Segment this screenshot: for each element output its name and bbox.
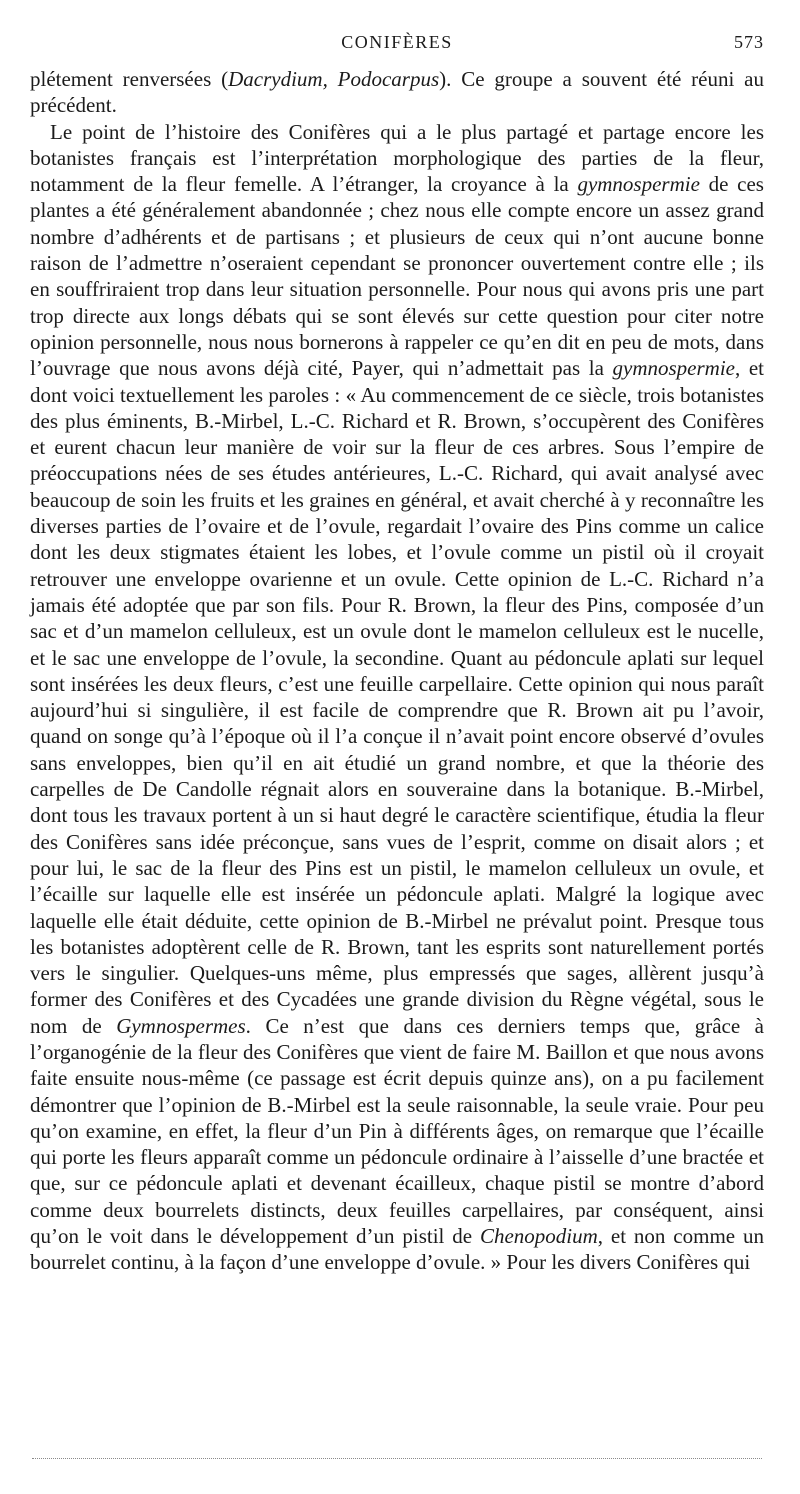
book-page [30, 0, 764, 1494]
text-run: , et non comme un bourrelet continu, à la façon d’une enveloppe d’ovule. » Pour les divers Conifères qui [30, 1224, 764, 1275]
paragraph-2 [30, 119, 764, 1276]
running-head [30, 32, 764, 56]
paragraph-1 [30, 66, 764, 119]
running-head-title: CONIFÈRES [341, 32, 453, 52]
body-text [30, 66, 764, 1276]
italic-term: Chenopodium [479, 1224, 598, 1249]
italic-term: gymnospermie [612, 356, 735, 381]
italic-term: Gymnospermes [116, 1013, 246, 1038]
text-run: , et dont voici textuellement les paroles : « Au commencement de ce siècle, trois botanistes des plus éminents, B.-Mirbel, L.-C. Richard et R. Brown, s’occupèrent des Conifères et eurent chacun leur manière de voir sur la fleur de ces arbres. Sous l’empire de préoccupations nées de ses études antérieures, L.-C. Richard, qui avait analysé avec beaucoup de soin les fruits et les graines en général, et avait cherché à y reconnaître les diverses parties de l’ovaire et de l’ovule, regardait l’ovaire des Pins comme un calice dont les deux stigmates étaient les lobes, et l’ovule comme un pistil où il croyait retrouver une enveloppe ovarienne et un ovule. Cette opinion de L.-C. Richard n’a jamais été adoptée que par son fils. Pour R. Brown, la fleur des Pins, composée d’un sac et d’un mamelon celluleux, est un ovule dont le mamelon celluleux est le nucelle, et le sac une enveloppe de l’ovule, la secondine. Quant au pédoncule aplati sur lequel sont insérées les deux fleurs, c’est une feuille carpellaire. Cette opinion qui nous paraît aujourd’hui si singulière, il est facile de comprendre que R. Brown ait pu l’avoir, quand on songe qu’à l’époque où il l’a conçue il n’avait point encore observé d’ovules sans enveloppes, bien qu’il en ait étudié un grand nombre, et que la théorie des carpelles de De Candolle régnait alors en souveraine dans la botanique. B.-Mirbel, dont tous les travaux portent à un si haut degré le caractère scientifique, étudia la fleur des Conifères sans idée préconçue, sans vues de l’esprit, comme on disait alors ; et pour lui, le sac de la fleur des Pins est un pistil, le mamelon celluleux un ovule, et l’écaille sur laquelle elle est insérée un pédoncule aplati. Malgré la logique avec laquelle elle était déduite, cette opinion de B.-Mirbel ne prévalut point. Presque tous les botanistes adoptèrent celle de R. Brown, tant les esprits sont naturellement portés vers le singulier. Quelques-uns même, plus empressés que sages, allèrent jusqu’à former des Conifères et des Cycadées une grande division du Règne végétal, sous le nom de [30, 356, 764, 1038]
text-run: . Ce n’est que dans ces derniers temps que, grâce à l’organogénie de la fleur des Conifères que vient de faire M. Baillon et que nous avons faite ensuite nous-même (ce passage est écrit depuis quinze ans), on a pu facilement démontrer que l’opinion de B.-Mirbel est la seule raisonnable, la seule vraie. Pour peu qu’on examine, en effet, la fleur d’un Pin à différents âges, on remarque que l’écaille qui porte les fleurs apparaît comme un pédoncule ordinaire à l’aisselle d’une bractée et que, sur ce pédoncule aplati et devenant écailleux, chaque pistil se montre d’abord comme deux bourrelets distincts, deux feuilles carpellaires, par conséquent, ainsi qu’on le voit dans le développement d’un pistil de [30, 1013, 764, 1249]
page-number: 573 [734, 32, 764, 52]
text-run: Le point de l’histoire des Conifères qui a le plus partagé et partage encore les botanistes français est l’interprétation morphologique des parties de la fleur, notamment de la fleur femelle. A l’étranger, la croyance à la [30, 119, 764, 197]
text-run: ). Ce groupe a souvent été réuni au précédent. [30, 67, 764, 118]
italic-term: gymnospermie [577, 172, 700, 197]
text-run: de ces plantes a été généralement abandonnée ; chez nous elle compte encore un assez grand nombre d’adhérents et de partisans ; et plusieurs de ceux qui n’ont aucune bonne raison de l’admettre n’oseraient cependant se prononcer ouvertement contre elle ; ils en souffriraient trop dans leur situation personnelle. Pour nous qui avons pris une part trop directe aux longs débats qui se sont élevés sur cette question pour citer notre opinion personnelle, nous nous bornerons à rappeler ce qu’en dit en peu de mots, dans l’ouvrage que nous avons déjà cité, Payer, qui n’admettait pas la [30, 172, 764, 381]
italic-term: Dacrydium, Podocarpus [228, 67, 440, 91]
bottom-dotted-rule [32, 1458, 762, 1459]
text-run: plétement renversées ( [30, 67, 229, 91]
